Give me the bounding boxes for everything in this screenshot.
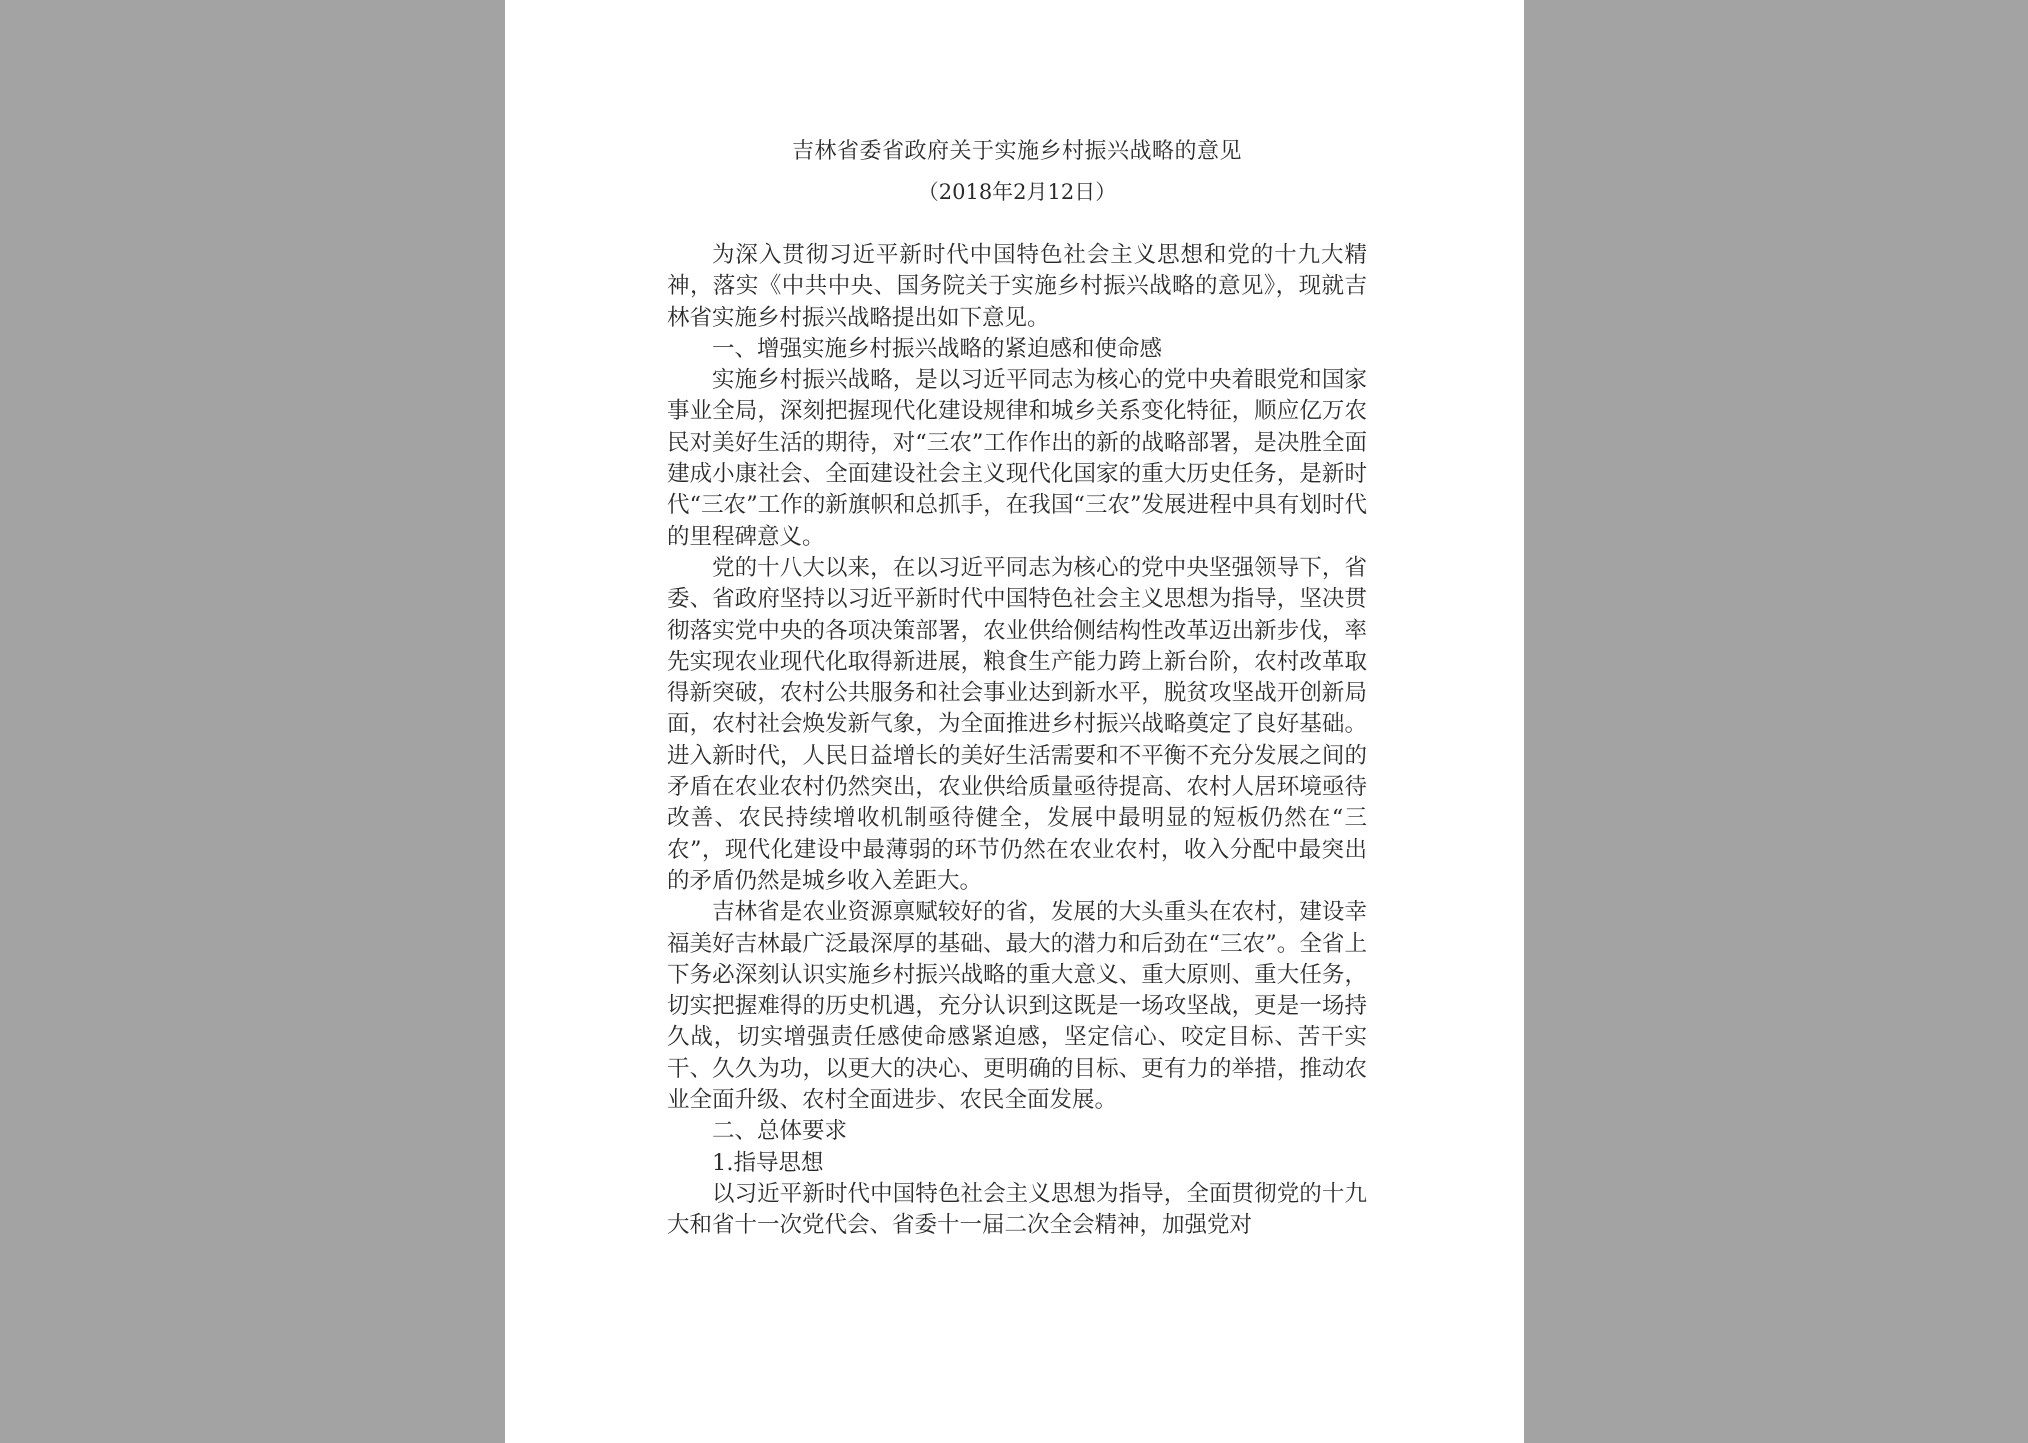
paragraph-4: 以习近平新时代中国特色社会主义思想为指导，全面贯彻党的十九大和省十一次党代会、省委十一届二次全会精神，加强党对 [667, 1180, 1367, 1239]
paragraph-2: 党的十八大以来，在以习近平同志为核心的党中央坚强领导下，省委、省政府坚持以习近平新时代中国特色社会主义思想为指导，坚决贯彻落实党中央的各项决策部署，农业供给侧结构性改革迈出新步伐，率先实现农业现代化取得新进展，粮食生产能力跨上新台阶，农村改革取得新突破，农村公共服务和社会事业达到新水平，脱贫攻坚战开创新局面，农村社会焕发新气象，为全面推进乡村振兴战略奠定了良好基础。进入新时代，人民日益增长的美好生活需要和不平衡不充分发展之间的矛盾在农业农村仍然突出，农业供给质量亟待提高、农村人居环境亟待改善、农民持续增收机制亟待健全，发展中最明显的短板仍然在“三农”，现代化建设中最薄弱的环节仍然在农业农村，收入分配中最突出的矛盾仍然是城乡收入差距大。 [667, 554, 1367, 894]
document-page [505, 0, 1524, 1443]
subsection-heading-1: 1.指导思想 [712, 1149, 824, 1176]
paragraph-intro: 为深入贯彻习近平新时代中国特色社会主义思想和党的十九大精神，落实《中共中央、国务院关于实施乡村振兴战略的意见》，现就吉林省实施乡村振兴战略提出如下意见。 [667, 242, 1367, 331]
section-heading-1: 一、增强实施乡村振兴战略的紧迫感和使命感 [712, 335, 1163, 362]
document-date: （2018年2月12日） [917, 180, 1117, 204]
section-heading-2: 二、总体要求 [712, 1118, 848, 1145]
paragraph-3: 吉林省是农业资源禀赋较好的省，发展的大头重头在农村，建设幸福美好吉林最广泛最深厚的基础、最大的潜力和后劲在“三农”。全省上下务必深刻认识实施乡村振兴战略的重大意义、重大原则、重大任务，切实把握难得的历史机遇，充分认识到这既是一场攻坚战，更是一场持久战，切实增强责任感使命感紧迫感，坚定信心、咬定目标、苦干实干、久久为功，以更大的决心、更明确的目标、更有力的举措，推动农业全面升级、农村全面进步、农民全面发展。 [667, 899, 1367, 1114]
document-content [667, 132, 1367, 1242]
document-title: 吉林省委省政府关于实施乡村振兴战略的意见 [791, 139, 1242, 164]
paragraph-1: 实施乡村振兴战略，是以习近平同志为核心的党中央着眼党和国家事业全局，深刻把握现代化建设规律和城乡关系变化特征，顺应亿万农民对美好生活的期待，对“三农”工作作出的新的战略部署，是决胜全面建成小康社会、全面建设社会主义现代化国家的重大历史任务，是新时代“三农”工作的新旗帜和总抓手，在我国“三农”发展进程中具有划时代的里程碑意义。 [667, 367, 1367, 550]
